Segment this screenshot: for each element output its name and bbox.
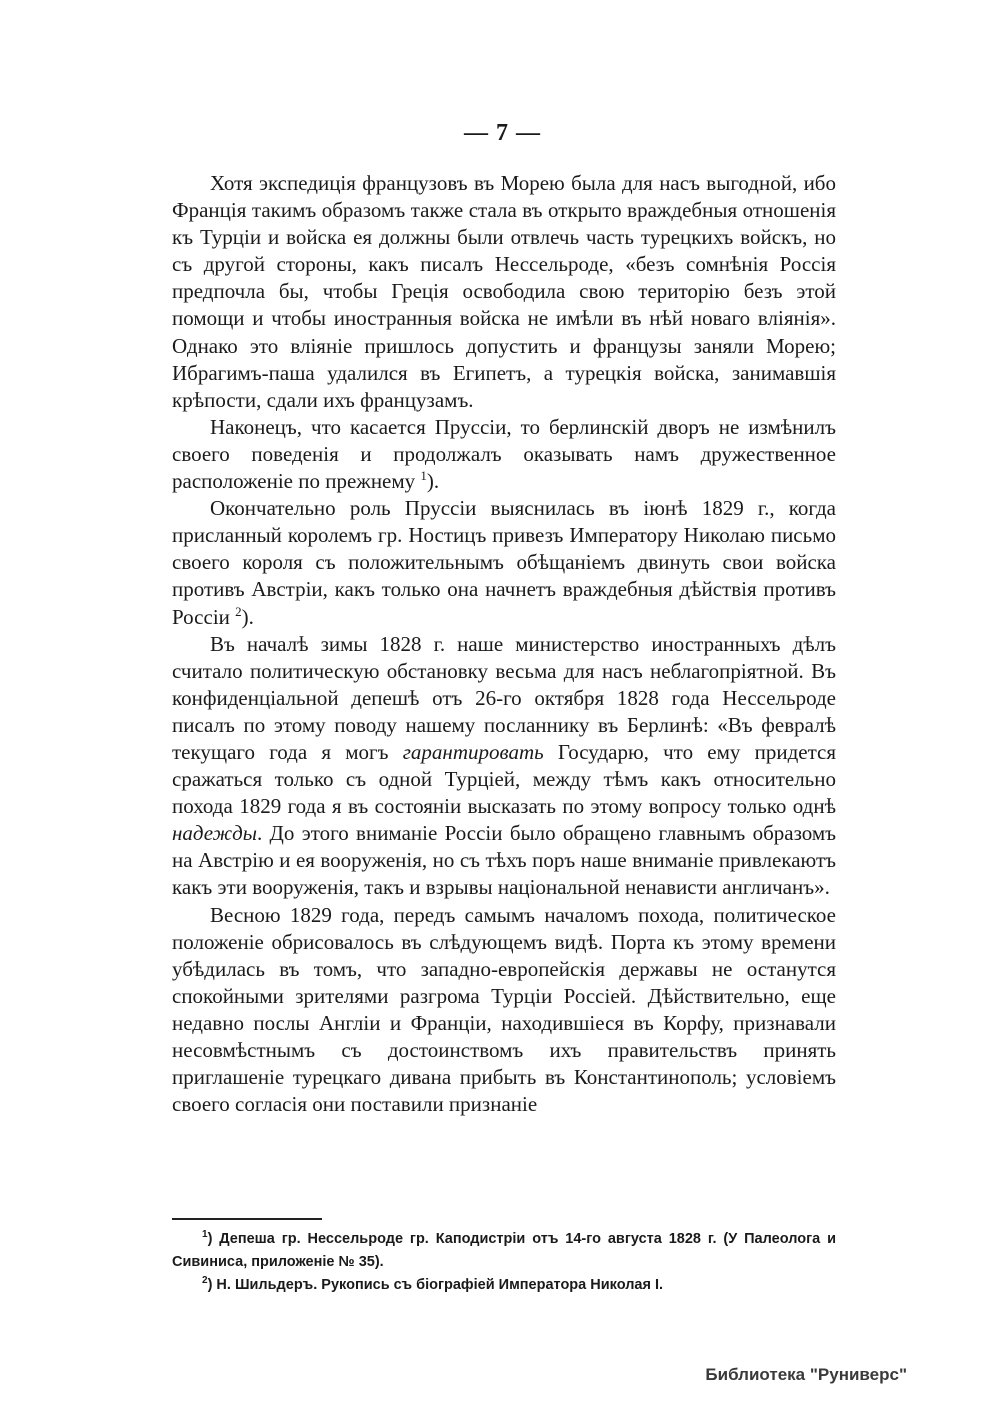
footnote-2-marker: 2: [202, 1275, 208, 1287]
footnote-1-text: ) Депеша гр. Нессельроде гр. Каподистріи отъ 14-го августа 1828 г. (У Палеолога и Сивиниса, приложеніе № 35).: [172, 1231, 836, 1270]
footnote-2: [172, 1274, 836, 1297]
paragraph-4-text-middle: Государю, что ему придется сражаться только съ одной Турціей, между тѣмъ какъ относительно похода 1829 года я въ состояніи высказать по этому вопросу только однѣ: [172, 739, 836, 819]
paragraph-4-emphasis-guarantee: гарантировать: [402, 739, 544, 764]
footnote-1-marker: 1: [202, 1229, 208, 1241]
paragraph-3-tail: ).: [241, 604, 254, 629]
paragraph-2-tail: ).: [426, 469, 440, 494]
paragraph-4: [172, 631, 836, 902]
paragraph-2-text: Наконецъ, что касается Пруссіи, то берлинскій дворъ не измѣнилъ своего поведенія и продолжалъ оказывать намъ дружественное расположеніе по прежнему: [172, 414, 836, 494]
footnote-2-text: ) Н. Шильдеръ. Рукопись съ біографіей Императора Николая I.: [207, 1277, 664, 1293]
library-watermark: Библиотека "Руниверс": [705, 1365, 907, 1384]
main-text: [172, 170, 836, 1118]
paragraph-1: Хотя экспедиція французовъ въ Морею была для насъ выгодной, ибо Франція такимъ образомъ также стала въ открыто враждебныя отношенія къ Турціи и войска ея должны были отвлечь часть турецкихъ войскъ, но съ другой стороны, какъ писалъ Нессельроде, «безъ сомнѣнія Россія предпочла бы, чтобы Греція освободила свою територію безъ этой помощи и чтобы иностранныя войска не имѣли въ нѣй новаго вліянія». Однако это вліяніе пришлось допустить и французы заняли Морею; Ибрагимъ-паша удалился въ Египетъ, а турецкія войска, занимавшія крѣпости, сдали ихъ французамъ.: [172, 171, 836, 412]
footnote-1: [172, 1228, 836, 1274]
footnote-divider: [172, 1218, 322, 1220]
footnotes: [172, 1228, 836, 1297]
paragraph-3-text: Окончательно роль Пруссіи выяснилась въ іюнѣ 1829 г., когда присланный королемъ гр. Ностицъ привезъ Императору Николаю письмо своего короля съ положительнымъ обѣщаніемъ двинуть свои войска противъ Австріи, какъ только она начнетъ враждебныя дѣйствія противъ Россіи: [172, 496, 836, 629]
paragraph-2: [172, 414, 836, 495]
footnote-ref-1[interactable]: 1: [420, 468, 427, 484]
paragraph-4-text-before: Въ началѣ зимы 1828 г. наше министерство иностранныхъ дѣлъ считало политическую обстановку весьма для насъ неблагопріятной. Въ конфиденціальной депешѣ отъ 26-го октября 1828 года Нессельроде писалъ по этому поводу нашему посланнику въ Берлинѣ: «Въ февралѣ текущаго года я могъ: [172, 631, 836, 764]
paragraph-3: [172, 495, 836, 630]
footnote-ref-2[interactable]: 2: [235, 603, 242, 619]
paragraph-4-text-after: . До этого вниманіе Россіи было обращено главнымъ образомъ на Австрію и ея вооруженія, но съ тѣхъ поръ наше вниманіе привлекаютъ какъ эти вооруженія, такъ и взрывы національной ненависти англичанъ».: [172, 821, 836, 900]
paragraph-5: Весною 1829 года, передъ самымъ началомъ похода, политическое положеніе обрисовалось въ слѣдующемъ видѣ. Порта къ этому времени убѣдилась въ томъ, что западно-европейскія державы не останутся спокойными зрителями разгрома Турціи Россіей. Дѣйствительно, еще недавно послы Англіи и Франціи, находившіеся въ Корфу, признавали несовмѣстнымъ съ достоинствомъ ихъ правительствъ принять приглашеніе турецкаго дивана прибыть въ Константинополь; условіемъ своего согласія они поставили признаніе: [172, 902, 836, 1117]
page-number: — 7 —: [464, 120, 541, 146]
paragraph-4-emphasis-hopes: надежды: [172, 821, 257, 846]
